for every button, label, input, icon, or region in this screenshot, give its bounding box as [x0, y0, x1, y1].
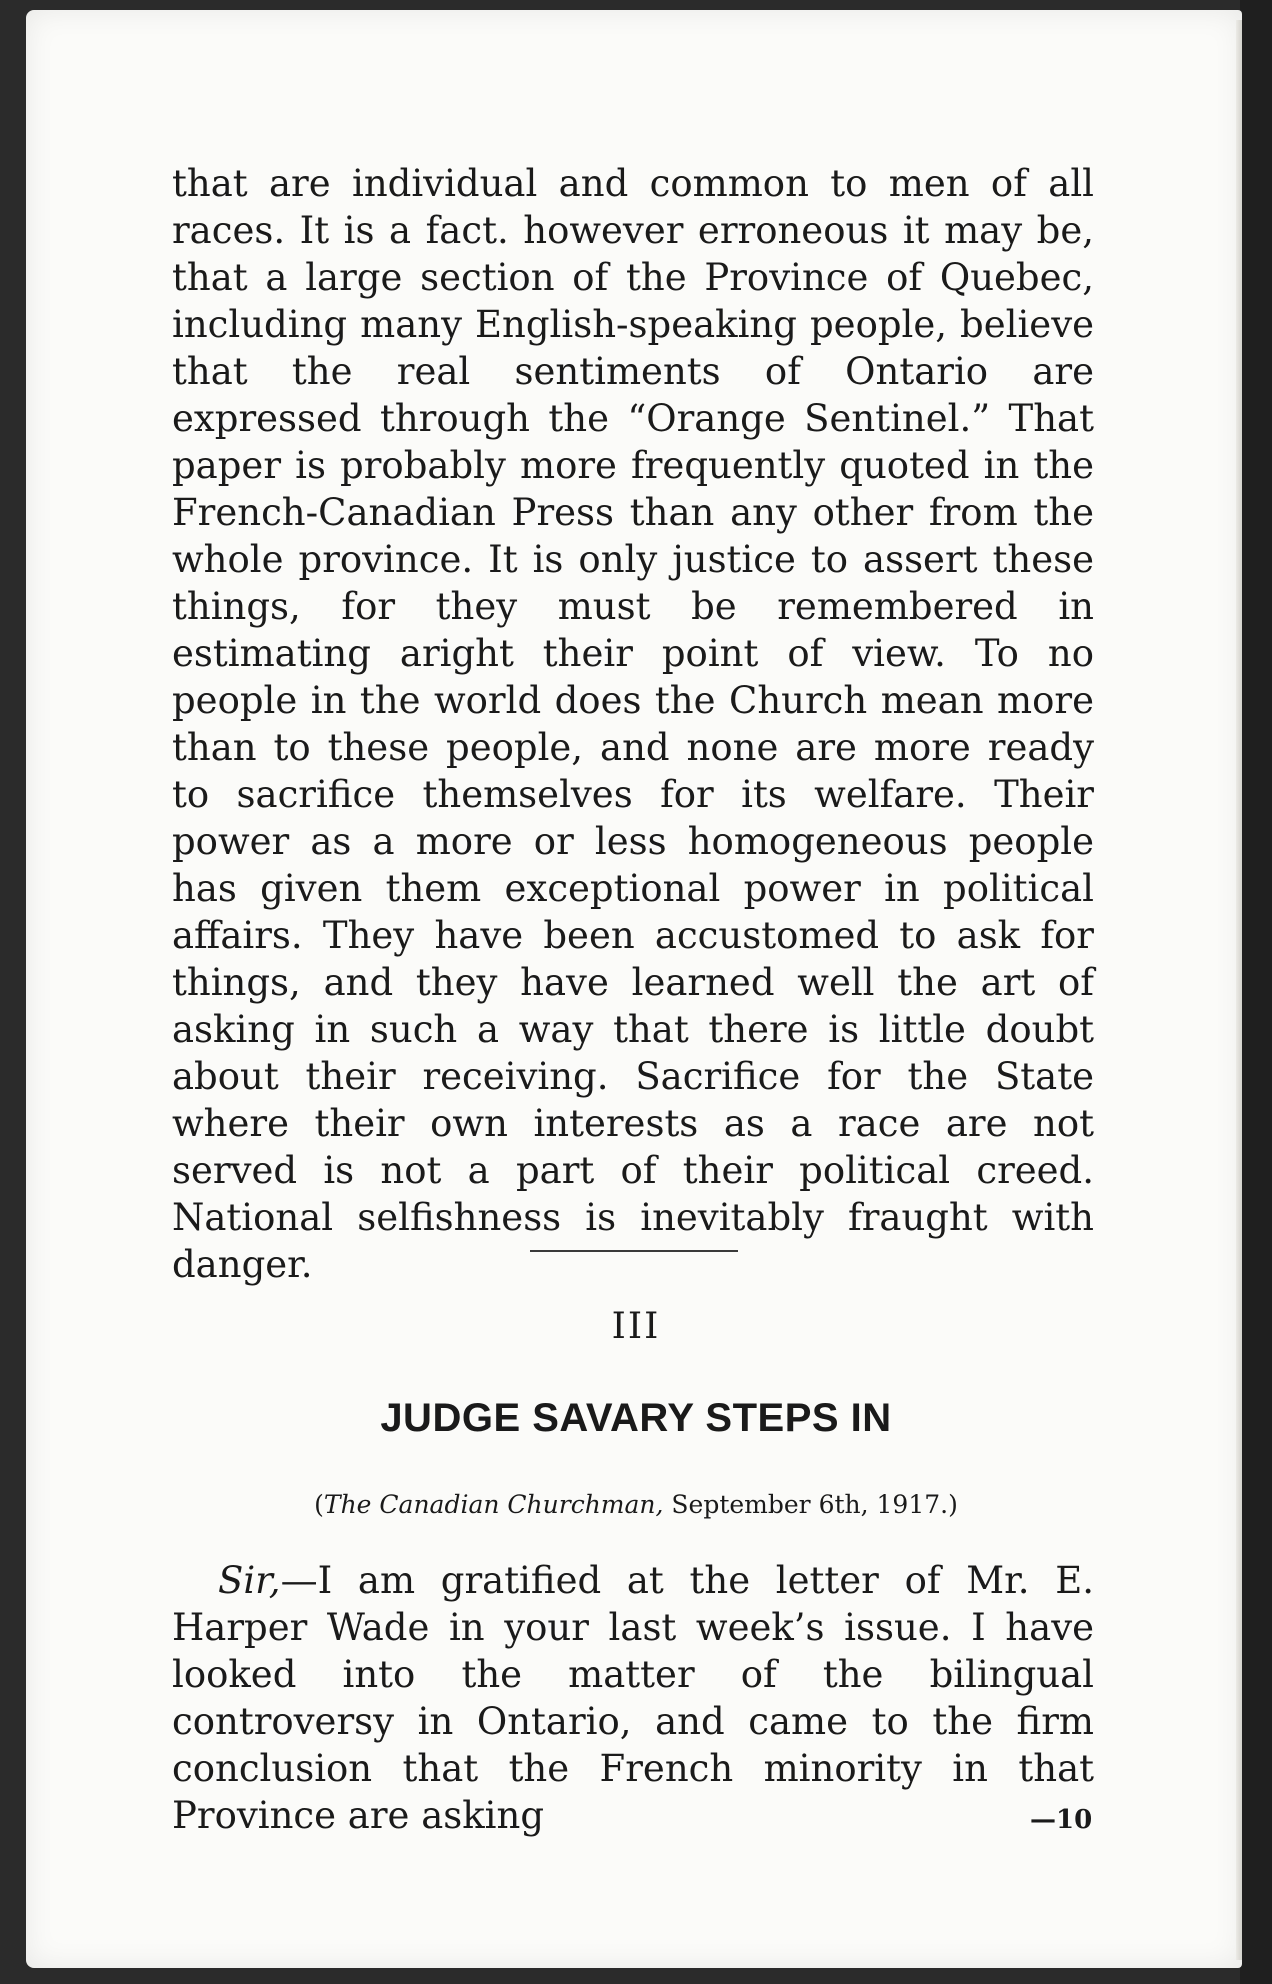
section-title: JUDGE SAVARY STEPS IN	[380, 1396, 892, 1440]
letter-text	[172, 1557, 1094, 1839]
letter-body: —I am gratified at the letter of Mr. E. Harper Wade in your last week’s issue. I have looked into the matter of the bilingual controversy in Ontario, and came to the firm conclusion that the French minority in that Province are asking	[172, 1559, 1094, 1837]
body-paragraph-1	[172, 160, 1094, 1288]
citation-publication: The Canadian Churchman,	[323, 1490, 664, 1519]
citation-date: September 6th, 1917.)	[663, 1490, 958, 1519]
salutation: Sir,	[218, 1559, 281, 1602]
source-citation	[0, 1490, 1272, 1519]
section-divider	[530, 1250, 738, 1252]
scan-background-edge	[1240, 0, 1272, 1984]
paragraph-text: that are individual and common to men of all races. It is a fact. however erroneous it may be, that a large section of the Province of Quebec, including many English-speaking people, believe that the real sentiments of Ontario are expressed through the “Orange Sentinel.” That paper is probably more frequently quoted in the French-Canadian Press than any other from the whole province. It is only justice to assert these things, for they must be remembered in estimating aright their point of view. To no people in the world does the Church mean more than to these people, and none are more ready to sacrifice themselves for its welfare. Their power as a more or less homogeneous people has given them exceptional power in political affairs. They have been accustomed to ask for things, and they have learned well the art of asking in such a way that there is little doubt about their receiving. Sacrifice for the State where their own interests as a race are not served is not a part of their political creed. National selfishness is inevitably fraught with danger.	[172, 162, 1094, 1286]
page-edge-shadow	[1236, 20, 1242, 1960]
citation-open: (	[314, 1490, 324, 1519]
section-number: III	[611, 1306, 661, 1347]
page-number: —10	[1030, 1805, 1093, 1835]
body-paragraph-2	[172, 1557, 1094, 1839]
